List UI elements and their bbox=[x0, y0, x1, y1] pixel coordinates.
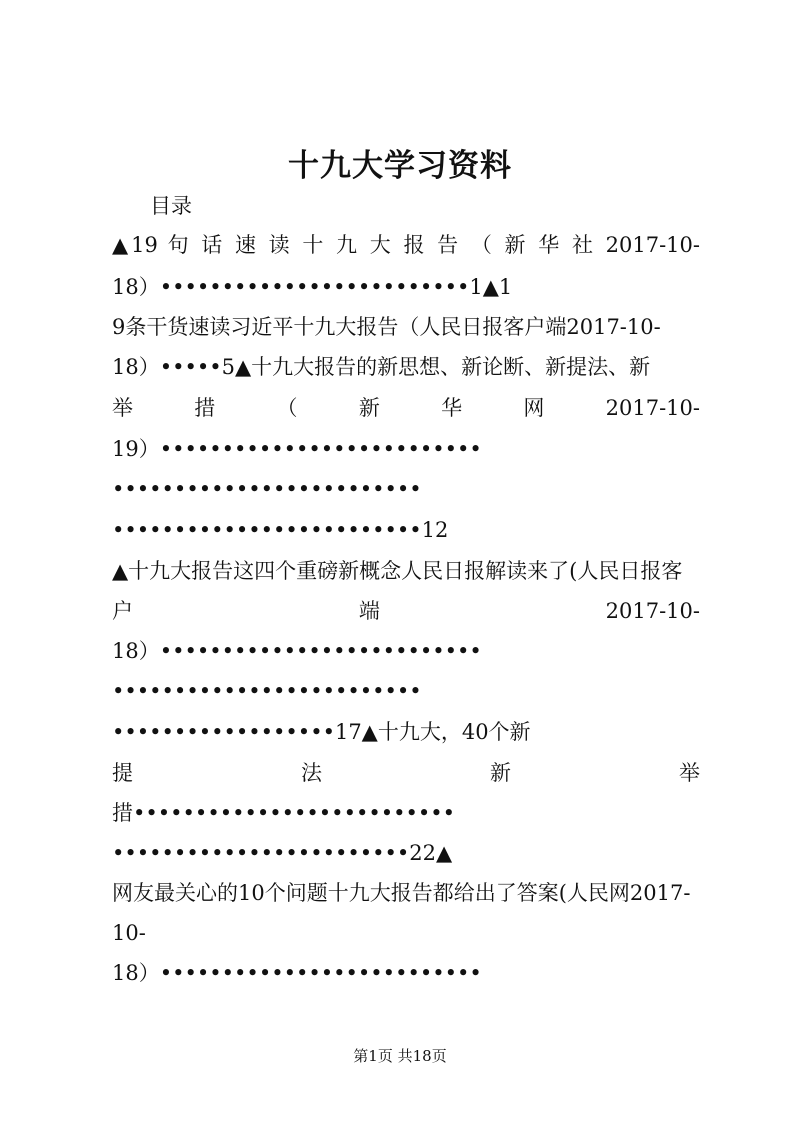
toc-line-18-text: 10- bbox=[112, 921, 146, 945]
page-title: 十九大学习资料 bbox=[288, 148, 512, 184]
toc-line-3-text: 9条干货速读习近平十九大报告（人民日报客户端2017-10- bbox=[112, 315, 661, 339]
page-footer: 第1页 共18页 bbox=[353, 1047, 447, 1065]
toc-line-1 bbox=[112, 230, 700, 260]
toc-line-6-text: 19）•••••••••••••••••••••••••• bbox=[112, 437, 482, 461]
toc-line-7 bbox=[112, 474, 700, 504]
toc-line-17-text: 网友最关心的10个问题十九大报告都给出了答案(人民网2017- bbox=[112, 881, 691, 905]
toc-line-6 bbox=[112, 434, 700, 464]
toc-line-14-text: 提 法 新 举 bbox=[112, 761, 700, 785]
toc-line-2 bbox=[112, 272, 700, 302]
toc-line-10 bbox=[112, 596, 700, 626]
toc-line-13 bbox=[112, 717, 700, 747]
toc-line-8 bbox=[112, 515, 700, 545]
toc-line-8-text: •••••••••••••••••••••••••12 bbox=[112, 518, 449, 542]
toc-line-19 bbox=[112, 958, 700, 988]
toc-line-15 bbox=[112, 798, 700, 828]
toc-line-19-text: 18）•••••••••••••••••••••••••• bbox=[112, 961, 482, 985]
toc-line-9 bbox=[112, 556, 700, 586]
toc-line-18 bbox=[112, 918, 700, 948]
toc-line-4-text: 18）•••••5▲十九大报告的新思想、新论断、新提法、新 bbox=[112, 355, 651, 379]
toc-line-17 bbox=[112, 878, 700, 908]
toc-line-5 bbox=[112, 393, 700, 423]
toc-line-12-text: ••••••••••••••••••••••••• bbox=[112, 679, 422, 703]
toc-line-11-text: 18）•••••••••••••••••••••••••• bbox=[112, 639, 482, 663]
toc-line-14 bbox=[112, 758, 700, 788]
toc-heading: 目录 bbox=[150, 194, 192, 218]
toc-line-10-text: 户 端 2017-10- bbox=[112, 599, 700, 623]
toc-line-9-text: ▲十九大报告这四个重磅新概念人民日报解读来了(人民日报客 bbox=[112, 559, 683, 583]
toc-line-7-text: ••••••••••••••••••••••••• bbox=[112, 477, 422, 501]
toc-line-3 bbox=[112, 312, 700, 342]
toc-line-4 bbox=[112, 352, 700, 382]
toc-line-16-text: ••••••••••••••••••••••••22▲ bbox=[112, 841, 453, 865]
toc-line-5-text: 举 措 （ 新 华 网 2017-10- bbox=[112, 396, 700, 420]
toc-line-13-text: ••••••••••••••••••17▲十九大，40个新 bbox=[112, 720, 531, 744]
toc-line-16 bbox=[112, 838, 700, 868]
toc-line-12 bbox=[112, 676, 700, 706]
toc-line-11 bbox=[112, 636, 700, 666]
toc-line-15-text: 措•••••••••••••••••••••••••• bbox=[112, 801, 456, 825]
toc-line-1-text: ▲19 句 话 速 读 十 九 大 报 告 （ 新 华 社 2017-10- bbox=[112, 233, 700, 257]
toc-line-2-text: 18）•••••••••••••••••••••••••1▲1 bbox=[112, 275, 513, 299]
